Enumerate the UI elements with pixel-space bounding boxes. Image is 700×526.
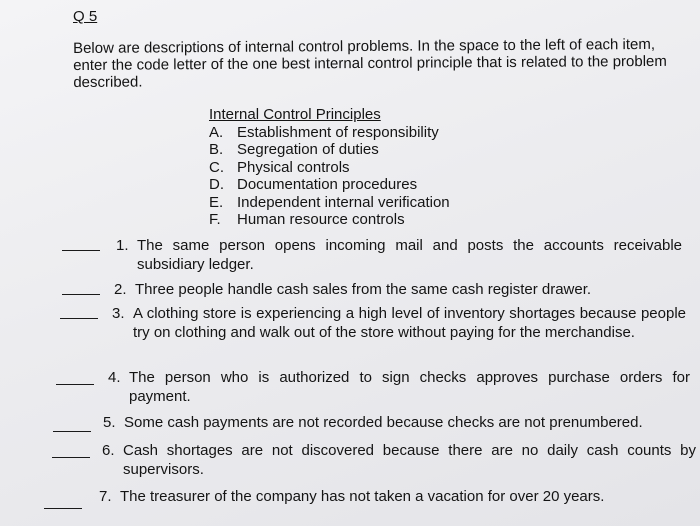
instructions: Below are descriptions of internal control problems. In the space to the left of each item, enter the code letter of the one best internal control principle that is related to the problem described. xyxy=(73,35,667,91)
principle-letter: E. xyxy=(209,193,224,211)
problem-item-6 xyxy=(102,441,696,479)
problem-number: 2. xyxy=(114,281,127,298)
principles-list xyxy=(209,106,450,229)
principle-text: Physical controls xyxy=(237,158,350,176)
problem-number: 4. xyxy=(108,369,121,386)
problem-item-5 xyxy=(103,413,695,432)
principle-text: Human resource controls xyxy=(237,211,405,228)
answer-blank[interactable] xyxy=(53,431,91,432)
answer-blank[interactable] xyxy=(62,294,100,295)
problem-number: 1. xyxy=(116,237,129,254)
principles-title: Internal Control Principles xyxy=(209,106,381,123)
problem-text: Some cash payments are not recorded because checks are not prenumbered. xyxy=(124,414,643,431)
problem-item-1 xyxy=(116,236,682,274)
principle-item xyxy=(209,194,450,212)
principle-letter: A. xyxy=(209,123,224,141)
problem-number: 5. xyxy=(103,414,116,431)
answer-blank[interactable] xyxy=(56,384,94,385)
answer-blank[interactable] xyxy=(44,508,82,509)
principle-item xyxy=(209,211,450,229)
problem-number: 3. xyxy=(112,305,125,322)
principle-item xyxy=(209,159,450,177)
problem-item-2 xyxy=(114,280,682,299)
problem-text: Three people handle cash sales from the same cash register drawer. xyxy=(135,281,592,298)
principle-item xyxy=(209,124,450,142)
principle-item xyxy=(209,176,450,194)
principle-text: Establishment of responsibility xyxy=(237,123,439,141)
answer-blank[interactable] xyxy=(62,250,100,251)
problem-item-4 xyxy=(108,368,690,406)
question-heading: Q 5 xyxy=(73,8,98,25)
problem-text: The same person opens incoming mail and posts the accounts receivable subsidiary ledger. xyxy=(137,237,682,273)
answer-blank[interactable] xyxy=(60,318,98,319)
problem-text: Cash shortages are not discovered because there are no daily cash counts by supervisors. xyxy=(123,442,696,478)
problem-text: A clothing store is experiencing a high level of inventory shortages because people try on clothing and walk out of the store without paying for the merchandise. xyxy=(133,305,686,341)
problem-item-7 xyxy=(99,487,695,506)
principle-letter: C. xyxy=(209,158,224,176)
principle-letter: F. xyxy=(209,211,221,228)
principle-letter: B. xyxy=(209,141,224,158)
principle-text: Segregation of duties xyxy=(237,141,379,158)
problem-number: 6. xyxy=(102,442,115,459)
principle-text: Independent internal verification xyxy=(237,193,450,211)
problem-item-3 xyxy=(112,304,686,342)
problem-number: 7. xyxy=(99,488,112,505)
problem-text: The treasurer of the company has not taken a vacation for over 20 years. xyxy=(120,488,605,505)
problem-text: The person who is authorized to sign checks approves purchase orders for payment. xyxy=(129,369,690,405)
answer-blank[interactable] xyxy=(52,457,90,458)
principle-text: Documentation procedures xyxy=(237,176,418,193)
principle-item xyxy=(209,141,450,159)
principle-letter: D. xyxy=(209,176,224,193)
